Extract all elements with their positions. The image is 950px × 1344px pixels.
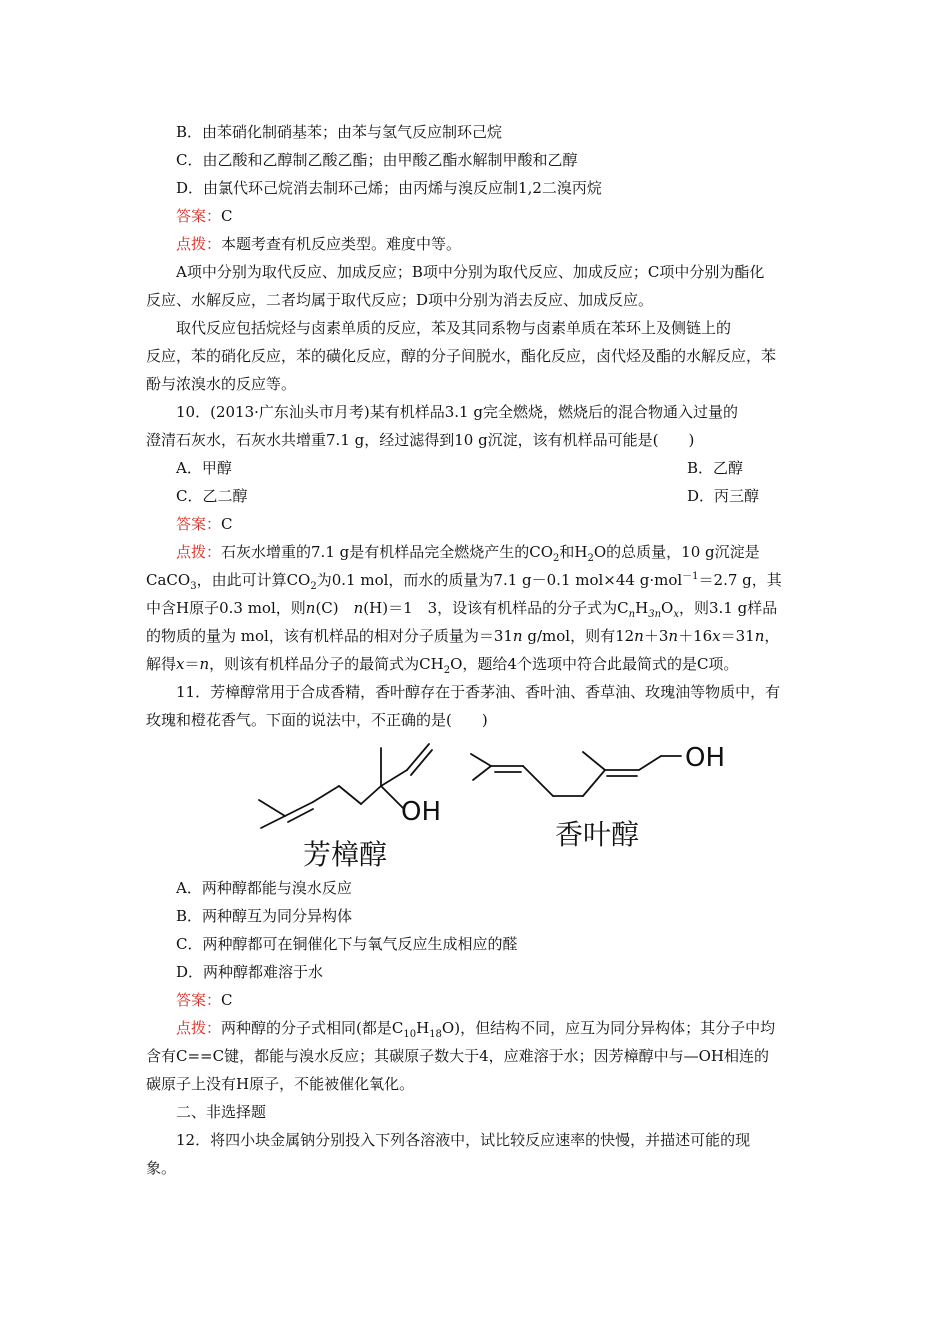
q10-option-d: D．丙三醇 [687,487,760,505]
hint-text: g/mol，则有12 [522,627,635,645]
variable: x [712,627,721,645]
q10-answer [176,514,233,534]
hint-text: ，则该有机样品分子的最简式为CH [209,655,444,673]
answer-value: C [221,207,233,225]
q11-option-b: B．两种醇互为同分异构体 [176,907,353,925]
q10-hint-line-1 [176,542,760,562]
q9-explanation-2b: 反应，苯的硝化反应，苯的磺化反应，醇的分子间脱水，酯化反应，卤代烃及酯的水解反应，苯 [146,347,777,365]
subscript: 3n [648,609,662,620]
q11-stem-2: 玫瑰和橙花香气。下面的说法中，不正确的是( ) [146,711,488,729]
hint-text: ＋3 [643,627,669,645]
hint-text: O的总质量，10 g沉淀是 [593,543,760,561]
geraniol-name-label: 香叶醇 [555,818,640,851]
variable: n [353,599,364,617]
q10-option-a: A．甲醇 [176,459,232,477]
hint-text: 解得 [146,655,177,673]
hint-text: 中含H原子0.3 mol，则 [146,599,306,617]
q10-hint-line-5 [146,654,738,674]
hint-text: ＝2.7 g，其 [698,571,782,589]
subscript: 10 [403,1029,417,1040]
hint-text: O，题给4个选项中符合此最简式的是C项。 [450,655,739,673]
hint-text: 的物质的量为 mol，该有机样品的相对分子质量为＝31 [146,627,513,645]
hint-text: H [635,599,649,617]
variable: n [305,599,316,617]
q11-hint-line-3: 碳原子上没有H原子，不能被催化氧化。 [146,1075,415,1093]
subscript: 2 [443,665,451,676]
answer-label: 答案： [176,991,222,1009]
q9-option-d: D．由氯代环己烷消去制环己烯；由丙烯与溴反应制1,2二溴丙烷 [176,179,602,197]
variable: n [754,627,765,645]
geraniol-skeleton [471,752,681,796]
superscript: －1 [682,571,699,582]
q12-stem-2: 象。 [146,1159,177,1177]
q10-stem-1: 10．(2013·广东汕头市月考)某有机样品3.1 g完全燃烧，燃烧后的混合物通入过量的 [176,403,738,421]
q9-explanation-2c: 酚与浓溴水的反应等。 [146,375,297,393]
hint-text: H [416,1019,430,1037]
linalool-structure [255,740,465,875]
q11-hint-line-1 [176,1018,775,1038]
variable: n [634,627,644,645]
variable: x [176,655,185,673]
answer-value: C [221,991,233,1009]
linalool-name-label: 芳樟醇 [303,838,388,871]
variable: n [199,655,210,673]
subscript: x [673,609,679,620]
q9-explanation-1b: 反应、水解反应，二者均属于取代反应；D项中分别为消去反应、加成反应。 [146,291,654,309]
hint-text: O [661,599,674,617]
hint-text: ，由此可计算CO [196,571,311,589]
answer-label: 答案： [176,207,222,225]
hint-text: ＝31 [720,627,755,645]
q11-option-a: A．两种醇都能与溴水反应 [176,879,352,897]
geraniol-structure [465,740,740,860]
q9-answer [176,206,233,226]
q10-stem-2: 澄清石灰水，石灰水共增重7.1 g，经过滤得到10 g沉淀，该有机样品可能是( ) [146,431,695,449]
q9-hint [176,234,461,254]
q10-hint-line-3 [146,598,777,618]
geraniol-oh-label: OH [685,743,726,773]
q9-explanation-1a: A项中分别为取代反应、加成反应；B项中分别为取代反应、加成反应；C项中分别为酯化 [176,263,765,281]
hint-text: ，则3.1 g样品 [678,599,778,617]
q11-option-c: C．两种醇都可在铜催化下与氧气反应生成相应的醛 [176,935,518,953]
q10-option-b: B．乙醇 [687,459,744,477]
subscript: 18 [429,1029,442,1040]
answer-label: 答案： [176,515,222,533]
hint-label: 点拨： [176,543,222,561]
q11-option-d: D．两种醇都难溶于水 [176,963,324,981]
subscript: 3 [190,581,197,592]
q9-option-c: C．由乙酸和乙醇制乙酸乙酯；由甲酸乙酯水解制甲酸和乙醇 [176,151,578,169]
hint-label: 点拨： [176,235,222,253]
subscript: 2 [310,581,317,592]
hint-text: CaCO [146,571,191,589]
variable: n [668,627,679,645]
hint-text: 为0.1 mol，而水的质量为7.1 g－0.1 mol×44 g·mol [316,571,683,589]
hint-text: O)，但结构不同，应互为同分异构体；其分子中均 [441,1019,776,1037]
hint-text: 本题考查有机反应类型。难度中等。 [221,235,462,253]
q11-hint-line-2: 含有C==C键，都能与溴水反应；其碳原子数大于4，应难溶于水；因芳樟醇中与—OH相连的 [146,1047,770,1065]
q11-stem-1: 11．芳樟醇常用于合成香精，香叶醇存在于香茅油、香叶油、香草油、玫瑰油等物质中，有 [176,683,781,701]
section-heading: 二、非选择题 [176,1103,267,1121]
hint-text: ＋16 [678,627,713,645]
variable: n [512,627,523,645]
hint-text: 石灰水增重的7.1 g是有机样品完全燃烧产生的CO [221,543,554,561]
answer-value: C [221,515,233,533]
q10-options-row-2 [176,486,760,506]
subscript: n [628,609,636,620]
q10-options-row-1 [176,458,744,478]
linalool-oh-label: OH [401,797,442,827]
q10-hint-line-2 [146,570,782,590]
q9-explanation-2a: 取代反应包括烷烃与卤素单质的反应，苯及其同系物与卤素单质在苯环上及侧链上的 [176,319,732,337]
hint-label: 点拨： [176,1019,222,1037]
q10-hint-line-4: 的物质的量为 mol，该有机样品的相对分子质量为＝31n g/mol，则有12n＋3n＋16x＝31n， [146,627,780,645]
hint-text: 两种醇的分子式相同(都是C [221,1019,404,1037]
hint-text: 和H [559,543,588,561]
q11-answer [176,990,233,1010]
hint-text: (H)＝1 3，设该有机样品的分子式为C [363,599,629,617]
q12-stem-1: 12．将四小块金属钠分别投入下列各溶液中，试比较反应速率的快慢，并描述可能的现 [176,1131,751,1149]
hint-text: (C) [315,599,354,617]
subscript: 2 [553,553,560,564]
subscript: 2 [587,553,594,564]
hint-text: ＝ [184,655,200,673]
q9-option-b: B．由苯硝化制硝基苯；由苯与氢气反应制环己烷 [176,123,503,141]
q10-option-c: C．乙二醇 [176,487,248,505]
